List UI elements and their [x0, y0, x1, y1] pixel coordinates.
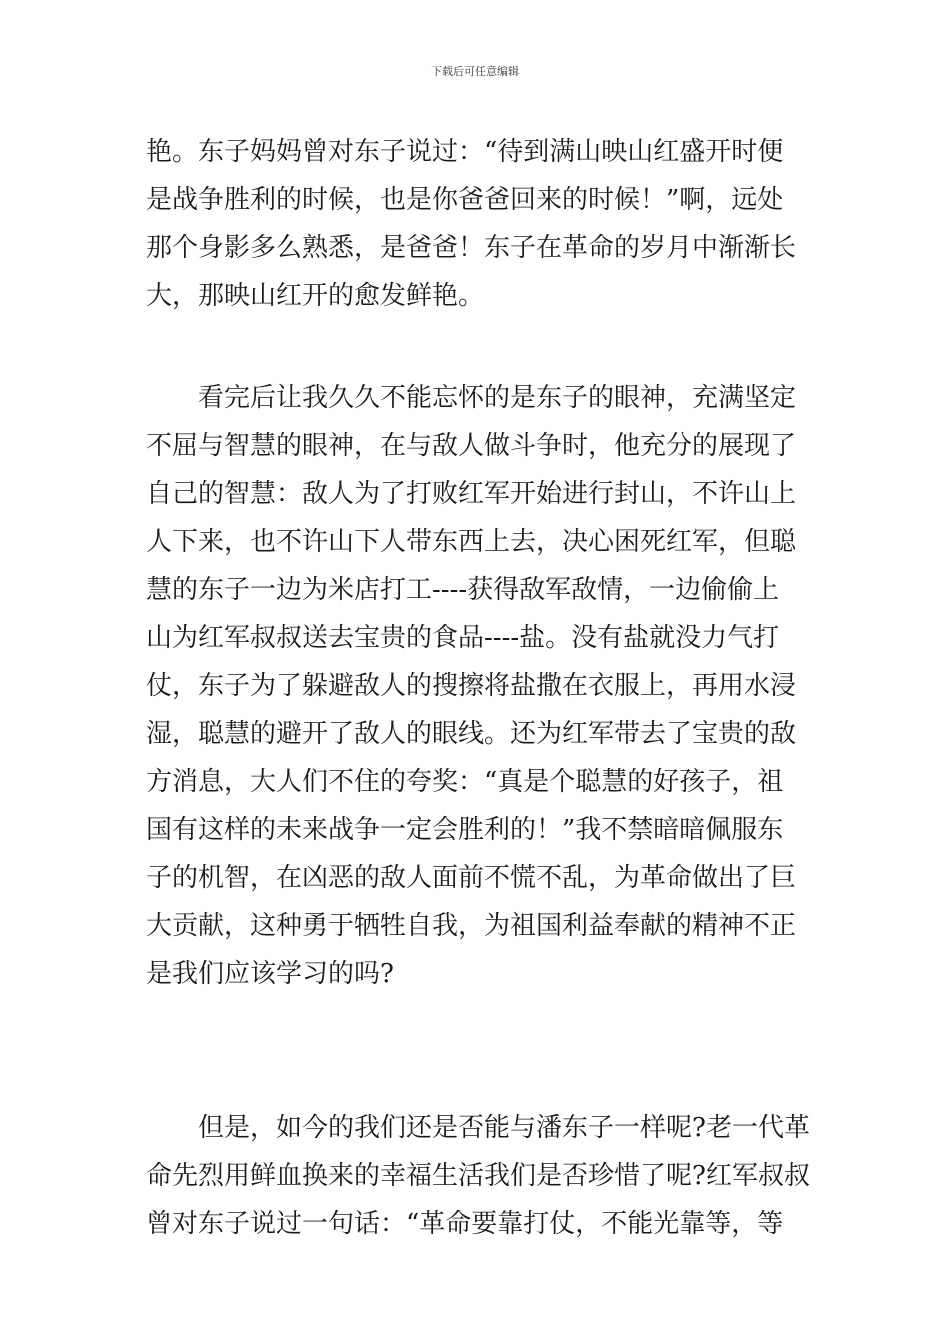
text-line: 国有这样的未来战争一定会胜利的！”我不禁暗暗佩服东	[146, 815, 784, 845]
text-line: 大贡献，这种勇于牺牲自我，为祖国利益奉献的精神不正	[146, 911, 797, 941]
text-line: 慧的东子一边为米店打工----获得敌军敌情，一边偷偷上	[146, 575, 780, 605]
text-line: 不屈与智慧的眼神，在与敌人做斗争时，他充分的展现了	[146, 431, 797, 461]
text-line: 大，那映山红开的愈发鲜艳。	[146, 281, 485, 311]
text-line: 方消息，大人们不住的夸奖：“真是个聪慧的好孩子，祖	[146, 767, 784, 797]
text-line: 那个身影多么熟悉，是爸爸！东子在革命的岁月中渐渐长	[146, 233, 797, 263]
paragraph-3	[146, 1104, 826, 1248]
text-line: 子的机智，在凶恶的敌人面前不慌不乱，为革命做出了巨	[146, 863, 797, 893]
text-line: 艳。东子妈妈曾对东子说过：“待到满山映山红盛开时便	[146, 137, 784, 167]
text-line: 是战争胜利的时候，也是你爸爸回来的时候！”啊，远处	[146, 185, 784, 215]
text-line: 看完后让我久久不能忘怀的是东子的眼神，充满坚定	[146, 383, 797, 413]
text-line: 但是，如今的我们还是否能与潘东子一样呢?老一代革	[146, 1113, 810, 1143]
text-line: 人下来，也不许山下人带东西上去，决心困死红军，但聪	[146, 527, 797, 557]
text-line: 是我们应该学习的吗?	[146, 959, 394, 989]
text-line: 仗，东子为了躲避敌人的搜擦将盐撒在衣服上，再用水浸	[146, 671, 797, 701]
paragraph-2	[146, 374, 826, 998]
text-line: 湿，聪慧的避开了敌人的眼线。还为红军带去了宝贵的敌	[146, 719, 797, 749]
text-line: 自己的智慧：敌人为了打败红军开始进行封山，不许山上	[146, 479, 797, 509]
paragraph-1	[146, 128, 826, 320]
page-header: 下载后可任意编辑	[431, 65, 519, 78]
text-line: 命先烈用鲜血换来的幸福生活我们是否珍惜了呢?红军叔叔	[146, 1161, 810, 1191]
text-line: 曾对东子说过一句话：“革命要靠打仗，不能光靠等，等	[146, 1209, 784, 1239]
text-line: 山为红军叔叔送去宝贵的食品----盐。没有盐就没力气打	[146, 623, 780, 653]
